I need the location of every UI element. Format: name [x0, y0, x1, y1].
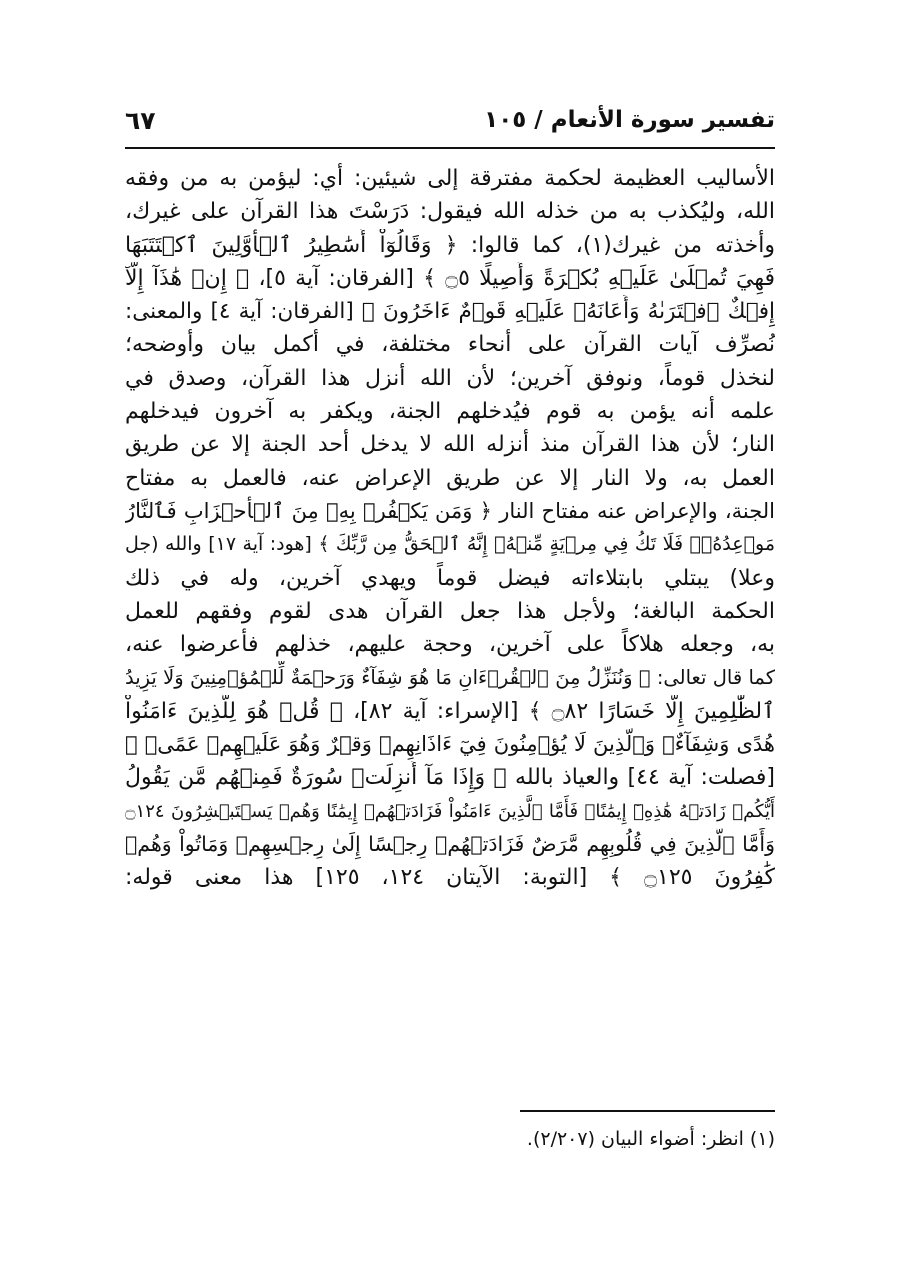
text-line: الحكمة البالغة؛ ولأجل هذا جعل القرآن هدى لقوم وفقهم للعمل [125, 598, 775, 624]
page-number: ٦٧ [125, 105, 156, 135]
text-line: العمل به، ولا النار إلا عن طريق الإعراض عنه، فالعمل به مفتاح [125, 465, 775, 491]
text-line: إِفۡكٌ ٱفۡتَرَىٰهُ وَأَعَانَهُۥ عَلَيۡهِ قَوۡمٌ ءَاخَرُونَ ﴾ [الفرقان: آية ٤] والمعنى: [125, 299, 775, 325]
text-line: الأساليب العظيمة لحكمة مفترقة إلى شيئين: أي: ليؤمن به من وفقه [125, 166, 775, 191]
header-divider [125, 147, 775, 149]
text-line: مَوۡعِدُهُۥۚ فَلَا تَكُ فِي مِرۡيَةٍ مِّنۡهُۚ إِنَّهُ ٱلۡحَقُّ مِن رَّبِّكَ ﴾ [هود: آية ١٧] والله (جل [125, 533, 775, 556]
text-line: لنخذل قوماً، ونوفق آخرين؛ لأن الله أنزل هذا القرآن، وصدق في [125, 365, 775, 391]
text-line: الله، وليُكذب به من خذله الله فيقول: دَرَسْتَ هذا القرآن على غيرك، [125, 199, 775, 225]
text-line: الجنة، والإعراض عنه مفتاح النار ﴿ وَمَن يَكۡفُرۡ بِهِۦ مِنَ ٱلۡأَحۡزَابِ فَٱلنَّارُ [125, 498, 775, 523]
text-line: به، وجعله هلاكاً على آخرين، وحجة عليهم، خذلهم فأعرضوا عنه، [125, 632, 775, 658]
footnote: (١) انظر: أضواء البيان (٢/٢٠٧). [526, 1128, 775, 1150]
text-line: ٱلظَّٰلِمِينَ إِلَّا خَسَارًا ۝٨٢ ﴾ [الإسراء: آية ٨٢]، ﴿ قُلۡ هُوَ لِلَّذِينَ ءَامَنُواْ [125, 698, 775, 724]
text-line: علمه أنه يؤمن به قوم فيُدخلهم الجنة، ويكفر به آخرون فيدخلهم [125, 399, 775, 425]
text-line: فَهِيَ تُمۡلَىٰ عَلَيۡهِ بُكۡرَةً وَأَصِيلًا ۝٥ ﴾ [الفرقان: آية ٥]، ﴿ إِنۡ هَٰذَآ إِلَّآ [125, 265, 775, 291]
text-line: أَيُّكُمۡ زَادَتۡهُ هَٰذِهِۦٓ إِيمَٰنًاۚ فَأَمَّا ٱلَّذِينَ ءَامَنُواْ فَزَادَتۡهُمۡ إِيمَٰنًا وَهُمۡ يَسۡتَبۡشِرُونَ ۝١٢٤ [125, 800, 775, 822]
running-header-title: تفسير سورة الأنعام / ١٠٥ [484, 107, 775, 133]
footnote-divider [520, 1110, 775, 1112]
text-line: هُدًى وَشِفَآءٌۚ وَٱلَّذِينَ لَا يُؤۡمِنُونَ فِيٓ ءَاذَانِهِمۡ وَقۡرٌ وَهُوَ عَلَيۡهِمۡ عَمًىۚ ﴾ [125, 732, 775, 757]
text-line: وعلا) يبتلي بابتلاءاته فيضل قوماً ويهدي آخرين، وله في ذلك [125, 565, 775, 591]
text-line: نُصرِّف آيات القرآن على أنحاء مختلفة، في أكمل بيان وأوضحه؛ [125, 332, 775, 358]
body-text [125, 162, 775, 895]
text-line: النار؛ لأن هذا القرآن منذ أنزله الله لا يدخل أحد الجنة إلا عن طريق [125, 432, 775, 458]
text-line: [فصلت: آية ٤٤] والعياذ بالله ﴿ وَإِذَا مَآ أُنزِلَتۡ سُورَةٌ فَمِنۡهُم مَّن يَقُولُ [125, 765, 775, 791]
text-line: كما قال تعالى: ﴿ وَنُنَزِّلُ مِنَ ٱلۡقُرۡءَانِ مَا هُوَ شِفَآءٌ وَرَحۡمَةٌ لِّلۡمُؤۡمِنِينَ وَلَا يَزِيدُ [125, 666, 775, 690]
text-line: وَأَمَّا ٱلَّذِينَ فِي قُلُوبِهِم مَّرَضٌ فَزَادَتۡهُمۡ رِجۡسًا إِلَىٰ رِجۡسِهِمۡ وَمَاتُواْ وَهُمۡ [125, 831, 775, 856]
text-line: وأخذته من غيرك(١)، كما قالوا: ﴿ وَقَالُوٓاْ أَسَٰطِيرُ ٱلۡأَوَّلِينَ ٱكۡتَتَبَهَا [125, 232, 775, 258]
text-line: كَٰفِرُونَ ۝١٢٥ ﴾ [التوبة: الآيتان ١٢٤، ١٢٥] هذا معنى قوله: [125, 865, 775, 891]
running-header [125, 100, 775, 140]
